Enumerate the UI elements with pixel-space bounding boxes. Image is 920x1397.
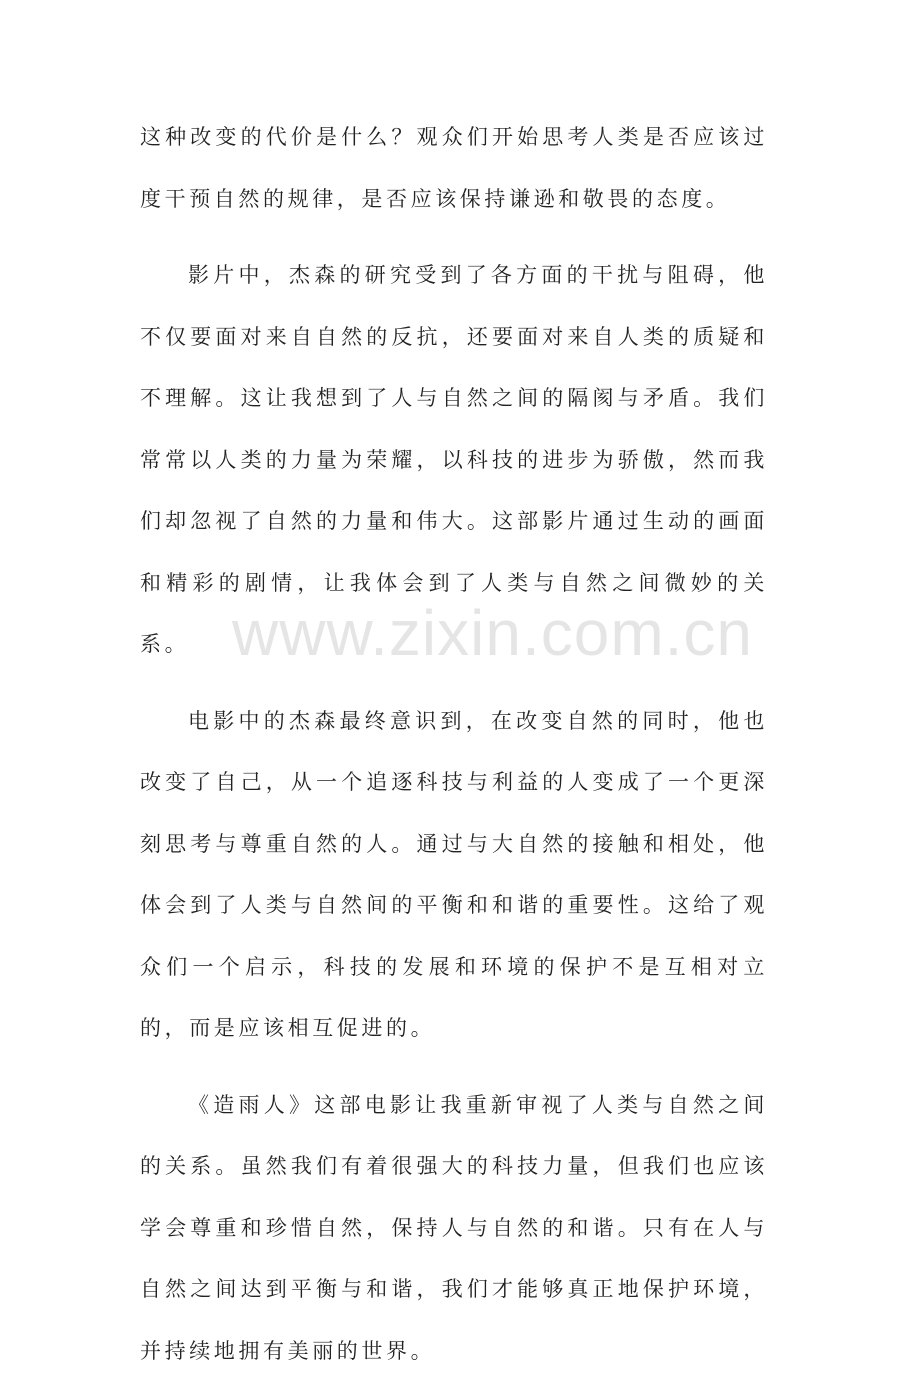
paragraph-4: 《造雨人》这部电影让我重新审视了人类与自然之间的关系。虽然我们有着很强大的科技力量，但我们也应该学会尊重和珍惜自然，保持人与自然的和谐。只有在人与自然之间达到平衡与和谐，我们才能够真正地保护环境，并持续地拥有美丽的世界。 xyxy=(140,1092,768,1363)
paragraph-2: 影片中，杰森的研究受到了各方面的干扰与阻碍，他不仅要面对来自自然的反抗，还要面对来自人类的质疑和不理解。这让我想到了人与自然之间的隔阂与矛盾。我们常常以人类的力量为荣耀，以科技的进步为骄傲，然而我们却忽视了自然的力量和伟大。这部影片通过生动的画面和精彩的剧情，让我体会到了人类与自然之间微妙的关系。 xyxy=(140,263,768,656)
paragraph-3: 电影中的杰森最终意识到，在改变自然的同时，他也改变了自己，从一个追逐科技与利益的人变成了一个更深刻思考与尊重自然的人。通过与大自然的接触和相处，他体会到了人类与自然间的平衡和和谐的重要性。这给了观众们一个启示，科技的发展和环境的保护不是互相对立的，而是应该相互促进的。 xyxy=(140,708,768,1040)
watermark: www.zixin.com.cn xyxy=(232,597,753,669)
paragraph-1: 这种改变的代价是什么？观众们开始思考人类是否应该过度干预自然的规律，是否应该保持谦逊和敬畏的态度。 xyxy=(140,125,768,211)
document-body xyxy=(140,107,768,1397)
